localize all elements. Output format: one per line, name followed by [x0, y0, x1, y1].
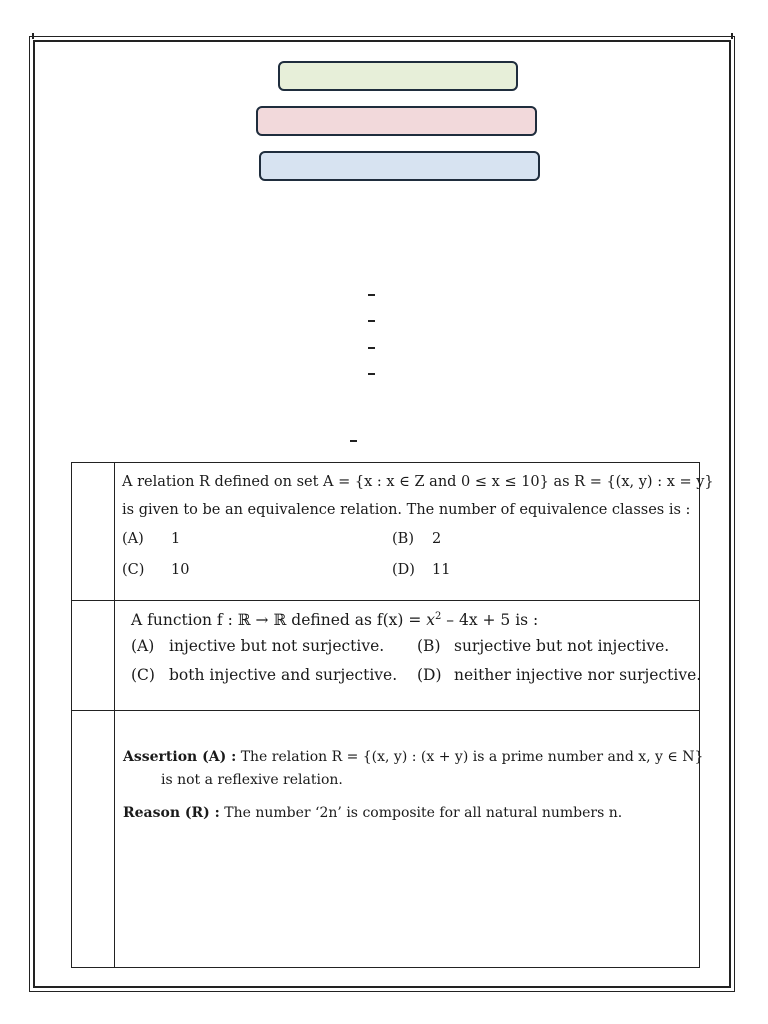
dash-mark	[350, 440, 357, 442]
reason-line	[123, 803, 622, 823]
question-1-stem-line-1: A relation R defined on set A = {x : x ∈ Z and 0 ≤ x ≤ 10} as R = {(x, y) : x = y}	[122, 474, 714, 490]
option-a-label: (A)	[122, 531, 144, 547]
question-2-exponent: 2	[435, 611, 442, 622]
reason-label: Reason (R) :	[123, 805, 220, 821]
dash-mark	[368, 320, 375, 322]
row-divider	[72, 600, 699, 601]
option-d-text: 11	[432, 562, 451, 578]
option-c-text: both injective and surjective.	[169, 666, 398, 684]
border-corner-mark	[32, 33, 34, 39]
number-column-divider	[114, 463, 115, 967]
option-b-text: surjective but not injective.	[454, 637, 670, 655]
dash-mark	[368, 373, 375, 375]
questions-table	[71, 462, 714, 968]
assertion-continuation: is not a reflexive relation.	[161, 772, 343, 788]
option-d-label: (D)	[417, 666, 442, 684]
assertion-line	[123, 747, 703, 767]
option-a-text: 1	[171, 531, 181, 547]
question-1-stem-line-2: is given to be an equivalence relation. The number of equivalence classes is :	[122, 502, 691, 518]
dash-mark	[368, 294, 375, 296]
question-2-stem-prefix: A function f : ℝ → ℝ defined as f(x) =	[131, 611, 427, 630]
question-2-variable: x	[426, 611, 435, 630]
option-d-text: neither injective nor surjective.	[454, 666, 702, 684]
option-a-text: injective but not surjective.	[169, 637, 385, 655]
assertion-label: Assertion (A) :	[123, 749, 237, 765]
option-c-text: 10	[171, 562, 190, 578]
option-b-text: 2	[432, 531, 442, 547]
border-corner-mark	[731, 33, 733, 39]
header-banner-blue	[259, 151, 540, 181]
option-d-label: (D)	[392, 562, 415, 578]
option-c-label: (C)	[122, 562, 145, 578]
option-c-label: (C)	[131, 666, 155, 684]
question-2-stem	[131, 607, 538, 630]
header-banner-green	[278, 61, 518, 91]
assertion-text: The relation R = {(x, y) : (x + y) is a prime number and x, y ∈ N}	[236, 749, 704, 765]
header-banner-pink	[256, 106, 537, 136]
option-b-label: (B)	[392, 531, 414, 547]
option-a-label: (A)	[131, 637, 155, 655]
option-b-label: (B)	[417, 637, 441, 655]
reason-text: The number ‘2n’ is composite for all natural numbers n.	[219, 805, 623, 821]
row-divider	[72, 710, 699, 711]
question-2-stem-rest: – 4x + 5 is :	[441, 611, 539, 630]
dash-mark	[368, 347, 375, 349]
